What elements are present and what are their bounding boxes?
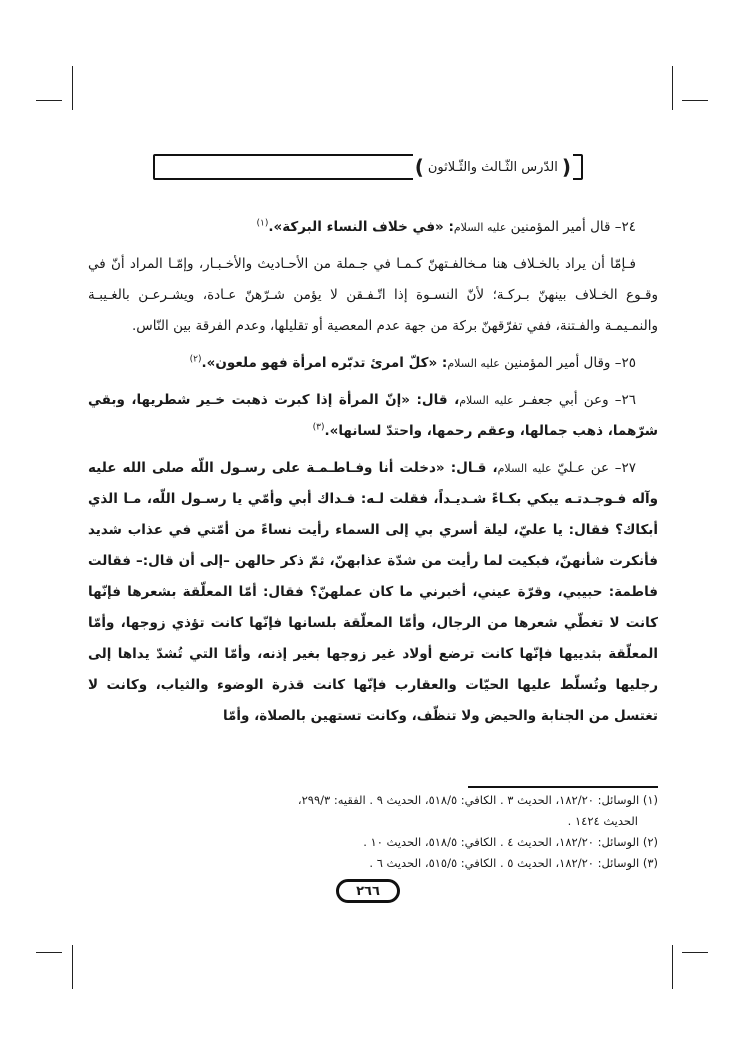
- footnote-1: (١) الوسائل: ١٨٢/٢٠، الحديث ٣ . الكافي: ٥١٨/٥، الحديث ٩ . الفقيه: ٢٩٩/٣،: [297, 793, 658, 807]
- hadith-25: ٢٥– وقال أمير المؤمنين عليه السلام: «كلّ امرئ تدبّره امرأة فهو ملعون».$^{(٢)}$: [189, 354, 636, 371]
- footnotes: [88, 790, 658, 874]
- crop-mark: [682, 952, 708, 953]
- crop-mark: [36, 100, 62, 101]
- crop-mark: [72, 66, 73, 110]
- hadith-27: ٢٧– عن عـليّ عليه السلام، قـال: «دخلت أنا وفـاطـمـة على رسـول اللّه صلى الله عليه وآله فـوجـدتـه يبكي بكـاءً شـديـداً، فقلت لـه: فـداك أبي وأمّي يا رسـول اللّه، مـا الذي أبكاك؟ فقال: يا عليّ، ليلة أسري بي إلى السماء رأيت نساءً من أمّتي في عذاب شديد فأنكرت شأنهنّ، فبكيت لما رأيت من شدّة عذابهنّ، ثمّ ذكر حالهن –إلى أن قال:– فقالت فاطمة: حبيبي، وقرّة عيني، أخبرني ما كان عملهنّ؟ فقال: أمّا المعلّقة بشعرها فإنّها كانت لا تغطّي شعرها من الرجال، وأمّا المعلّقة بلسانها فإنّها كانت تؤذي زوجها، وأمّا المعلّقة بثدييها فإنّها كانت ترضع أولاد غير زوجها بغير إذنه، وأمّا التي تُشدّ يداها إلى رجليها وتُسلّط عليها الحيّات والعقارب فإنّها كانت قذرة الوضوء والثياب، وكانت لا تغتسل من الجنابة والحيض ولا تنظّف، وكانت تستهين بالصلاة، وأمّا: [88, 460, 658, 724]
- footnote-ref: (٢): [189, 354, 202, 365]
- footnote-ref: (٣): [312, 422, 325, 433]
- hadith-24: ٢٤– قال أمير المؤمنين عليه السلام: «في خلاف النساء البركة».$^{(١)}$: [256, 218, 636, 235]
- footnote-2: (٢) الوسائل: ١٨٢/٢٠، الحديث ٤ . الكافي: ٥١٨/٥، الحديث ١٠ .: [363, 835, 658, 849]
- page-number: ٢٦٦: [336, 879, 400, 903]
- page-body: [88, 212, 658, 738]
- footnote-1-continued: الحديث ١٤٢٤ .: [567, 814, 638, 828]
- crop-mark: [682, 100, 708, 101]
- honorific: عليه السلام: [447, 357, 500, 370]
- hadith-26: ٢٦– وعن أبي جعفـر عليه السلام، قال: «إنّ المرأة إذا كبرت ذهبت خـير شطريها، وبقي شرّهما، ذهب جمالها، وعقم رحمها، واحتدّ لسانها».$^{(٣)}$: [88, 392, 658, 439]
- crop-mark: [672, 66, 673, 110]
- bracket-left: ): [414, 155, 424, 179]
- crop-mark: [36, 952, 62, 953]
- chapter-title-text: الدّرس الثّـالث والثّـلاثون: [427, 159, 558, 175]
- honorific: عليه السلام: [453, 221, 507, 234]
- crop-mark: [672, 945, 673, 989]
- honorific: عليه السلام: [497, 462, 552, 475]
- footnote-divider: [468, 786, 658, 788]
- commentary-paragraph: فـإمّا أن يراد بالخـلاف هنا مـخالفـتهنّ كـمـا في جـملة من الأحـاديث والأخـبـار، وإمّـا المراد أنّ في وقـوع الخـلاف بينهنّ بـركـة؛ لأنّ النسـوة إذا اتّـفـقن لا يؤمن شـرّهنّ عـادة، ويشـرعـن بالغـيبـة والنمـيمـة والفـتنة، ففي تفرّقهنّ بركة من جهة عدم المعصية أو تقليلها، وعدم الفرقة بين النّاس.: [88, 256, 658, 334]
- chapter-header: [153, 154, 583, 180]
- footnote-ref: (١): [256, 218, 269, 229]
- bracket-right: (: [561, 155, 571, 179]
- crop-mark: [72, 945, 73, 989]
- honorific: عليه السلام: [459, 394, 514, 407]
- footnote-3: (٣) الوسائل: ١٨٢/٢٠، الحديث ٥ . الكافي: ٥١٥/٥، الحديث ٦ .: [369, 856, 658, 870]
- chapter-title: [413, 154, 573, 180]
